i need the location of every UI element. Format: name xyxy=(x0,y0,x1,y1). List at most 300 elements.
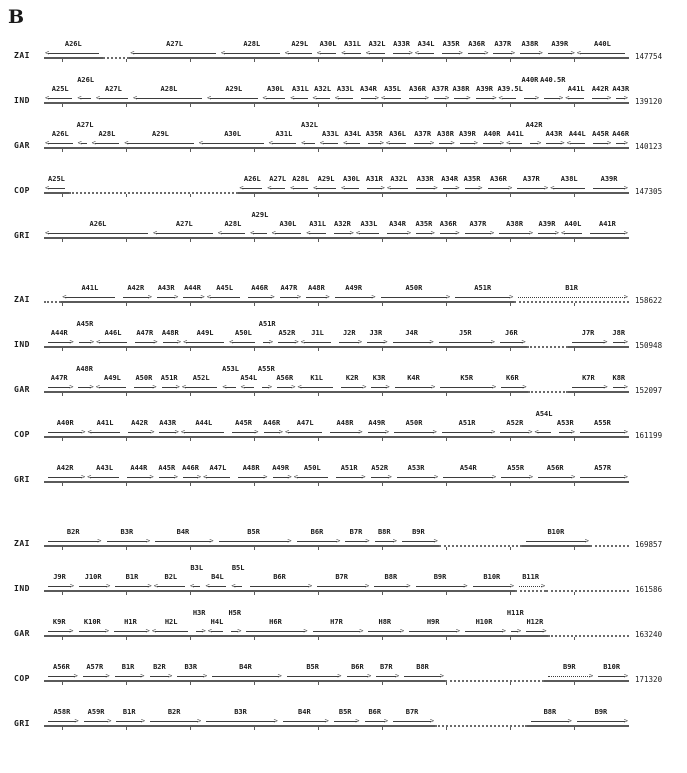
gene-a47r xyxy=(44,365,74,393)
gene-label: A35R xyxy=(463,175,481,183)
arrow-right-icon xyxy=(345,672,371,680)
gene-a29l xyxy=(206,76,262,104)
arrow-right-icon xyxy=(591,184,627,192)
track-row-ind xyxy=(4,320,685,348)
gene-label: A35R xyxy=(365,130,383,138)
arrow-right-icon xyxy=(458,139,477,147)
arrow-right-icon xyxy=(210,672,281,680)
arrow-left-icon xyxy=(291,184,310,192)
gene-label: A52R xyxy=(278,329,296,337)
arrow-right-icon xyxy=(590,94,610,102)
gene-label-raised-line xyxy=(330,211,355,220)
gene-label: A31L xyxy=(344,40,361,48)
gene-label-raised-line xyxy=(44,365,74,374)
gene-label-raised-line xyxy=(208,654,283,663)
gene-label: H8R xyxy=(378,618,392,626)
gene-label-raised-line xyxy=(284,410,326,419)
arrow-right-icon xyxy=(46,473,84,481)
gene-a54l xyxy=(240,365,258,393)
gene-label: B5R xyxy=(247,528,260,536)
gene-label xyxy=(259,329,274,338)
gene-label: J7R xyxy=(581,329,595,337)
arrow-right-icon xyxy=(262,428,282,436)
gene-a50r xyxy=(130,365,157,393)
gene-a51r xyxy=(332,455,367,483)
gene-label-raised-line xyxy=(479,121,505,130)
gene-label-raised-line: A55R xyxy=(257,365,275,373)
arrow-right-icon xyxy=(365,184,384,192)
gene-a48r xyxy=(234,455,269,483)
arrow-right-icon xyxy=(121,293,151,301)
baseline-ticks xyxy=(62,727,625,730)
end-position-number: 147754 xyxy=(635,52,663,61)
gene-label: A31L xyxy=(291,85,309,93)
baseline-ticks xyxy=(62,637,625,640)
gene-label: A44L xyxy=(195,419,213,427)
gene-h10r xyxy=(461,609,507,637)
arrow-right-icon xyxy=(486,184,512,192)
gene-label xyxy=(258,374,273,383)
strain-group-3 xyxy=(4,519,685,727)
baseline-ticks xyxy=(62,348,625,351)
gene-label-raised-line xyxy=(405,609,461,618)
gene-b9r xyxy=(573,699,629,727)
gene-b4l xyxy=(204,564,230,592)
gene-b1r xyxy=(112,699,146,727)
gene-label-raised-line xyxy=(206,76,262,85)
gene-label-raised-line xyxy=(244,275,276,284)
gene-h5r xyxy=(227,609,242,637)
genome-track xyxy=(44,654,629,682)
strain-label: COP xyxy=(14,430,30,439)
gene-label-raised-line xyxy=(204,564,230,573)
arrow-right-icon xyxy=(588,229,627,237)
gene-label: A37R xyxy=(414,130,432,138)
gene-label-raised-line xyxy=(367,365,390,374)
gene-label-raised-line xyxy=(228,320,259,329)
gene-label-raised-line xyxy=(390,410,438,419)
baseline-ticks xyxy=(62,592,625,595)
gene-label: A52L xyxy=(192,374,210,382)
arrow-left-icon xyxy=(97,383,128,391)
strain-label: GRI xyxy=(14,231,30,240)
arrow-right-icon xyxy=(46,627,73,635)
gene-label: A46R xyxy=(263,419,281,427)
gene-label: B9R xyxy=(594,708,608,716)
gene-b10r xyxy=(594,654,629,682)
gene-a31r xyxy=(363,166,386,194)
gene-a52r xyxy=(367,455,393,483)
gene-a35r xyxy=(364,121,385,149)
gene-label: A45L xyxy=(216,284,234,292)
strain-label: GRI xyxy=(14,719,30,728)
baseline-ticks xyxy=(62,438,625,441)
gene-a57r xyxy=(576,455,629,483)
gene-label-raised-line xyxy=(153,564,189,573)
gene-a38r xyxy=(495,211,534,239)
strain-label: IND xyxy=(14,96,30,105)
gene-label xyxy=(300,130,319,139)
gene-h4l xyxy=(207,609,227,637)
genome-track xyxy=(44,320,629,348)
gene-k4r xyxy=(391,365,437,393)
gene-label-raised-line xyxy=(151,609,192,618)
gene-label: B9R xyxy=(433,573,447,581)
gene-label-raised-line xyxy=(341,519,370,528)
gene-label-raised-line xyxy=(464,31,490,40)
gene-lane xyxy=(44,275,629,303)
gene-label-raised-line xyxy=(202,455,234,464)
gene-label-raised-line xyxy=(158,365,181,374)
arrow-left-icon xyxy=(125,139,196,147)
arrow-right-icon xyxy=(395,473,437,481)
arrow-left-icon xyxy=(568,139,587,147)
gene-a40l xyxy=(576,31,629,59)
gene-label: A48R xyxy=(242,464,260,472)
gene-label-raised-line xyxy=(609,320,629,329)
arrow-left-icon xyxy=(78,94,93,102)
gene-label: A45R xyxy=(158,464,176,472)
gene-label-raised-line xyxy=(389,699,435,708)
arrow-left-icon xyxy=(578,49,627,57)
gene-label-raised-line xyxy=(435,121,456,130)
arrow-right-icon xyxy=(524,537,588,545)
gene-label-raised-line xyxy=(505,121,526,130)
gene-k8r xyxy=(609,365,629,393)
gene-b2l xyxy=(153,564,189,592)
gene-a41l xyxy=(564,76,588,104)
gene-label-raised-line xyxy=(91,121,124,130)
baseline-ticks xyxy=(62,59,625,62)
gene-label: A29L xyxy=(317,175,335,183)
gene-label: A53R xyxy=(556,419,574,427)
gene-a42r xyxy=(526,121,543,149)
gene-label-raised-line xyxy=(489,31,516,40)
gene-label: A47R xyxy=(280,284,298,292)
gene-label: A28L xyxy=(243,40,261,48)
gene-label: A39R xyxy=(458,130,476,138)
arrow-left-icon xyxy=(286,49,314,57)
arrow-right-icon xyxy=(359,94,378,102)
gene-b5r xyxy=(215,519,293,547)
gene-label-raised-line xyxy=(364,121,385,130)
genome-track xyxy=(44,76,629,104)
track-row-zai xyxy=(4,519,685,547)
gene-a56r xyxy=(273,365,296,393)
arrow-left-icon xyxy=(388,184,410,192)
gene-label-raised-line xyxy=(75,609,111,618)
gene-label: A36R xyxy=(409,85,426,93)
gene-label-raised-line xyxy=(312,166,340,175)
arrow-right-icon xyxy=(570,338,607,346)
arrow-right-icon xyxy=(515,184,547,192)
arrow-right-icon xyxy=(499,383,525,391)
gene-label-raised-line xyxy=(129,31,220,40)
gene-lane xyxy=(44,211,629,239)
gene-label: A56R xyxy=(546,464,564,472)
gene-label-raised-line xyxy=(451,275,514,284)
gene-label: A32L xyxy=(368,40,386,48)
gene-label: A39R xyxy=(476,85,494,93)
gene-b5r xyxy=(330,699,361,727)
gene-label: A34L xyxy=(344,130,362,138)
arrow-right-icon xyxy=(536,473,574,481)
gene-label: A32L xyxy=(314,85,332,93)
arrow-right-icon xyxy=(441,473,495,481)
gene-h12r xyxy=(522,609,547,637)
gene-label: A53R xyxy=(407,464,425,472)
gene-label-raised-line xyxy=(461,211,496,220)
gene-a53r xyxy=(393,455,439,483)
gene-j10r xyxy=(75,564,111,592)
gene-label-raised-line xyxy=(383,211,412,220)
gene-lane xyxy=(44,320,629,348)
arrow-right-icon xyxy=(437,139,454,147)
arrow-right-icon xyxy=(304,293,329,301)
strain-group-2 xyxy=(4,275,685,483)
gene-a47l xyxy=(202,455,234,483)
arrow-right-icon xyxy=(432,94,448,102)
strain-label: GRI xyxy=(14,475,30,484)
gene-a46r xyxy=(612,121,629,149)
gene-label: A52R xyxy=(371,464,389,472)
arrow-right-icon xyxy=(285,672,341,680)
arrow-right-icon xyxy=(155,293,177,301)
gene-label: A44R xyxy=(130,464,148,472)
gene-b4r xyxy=(208,654,283,682)
arrow-left-icon xyxy=(184,338,226,346)
gene-a41l xyxy=(505,121,526,149)
end-position-number: 147305 xyxy=(635,187,663,196)
arrow-right-icon xyxy=(546,672,592,680)
gene-label: A36R xyxy=(490,175,507,183)
end-position-number: 171320 xyxy=(635,675,663,684)
gene-a28l xyxy=(217,211,249,239)
strain-track-groups xyxy=(4,31,685,727)
arrow-right-icon xyxy=(248,582,311,590)
gene-label-raised-line xyxy=(564,76,588,85)
gene-a56r xyxy=(44,654,79,682)
gene-label: B2R xyxy=(66,528,80,536)
gene-label-raised-line xyxy=(357,76,380,85)
gene-label-raised-line xyxy=(44,564,75,573)
gene-a53l xyxy=(221,365,239,393)
gene-label-raised-line xyxy=(179,455,202,464)
gene-label: A41L xyxy=(96,419,114,427)
gene-a40r xyxy=(479,121,505,149)
arrow-right-icon xyxy=(453,293,512,301)
gene-label-raised-line xyxy=(334,76,357,85)
arrow-left-icon xyxy=(291,94,309,102)
gene-label-raised-line xyxy=(44,519,103,528)
gene-a59r xyxy=(80,699,113,727)
gene-label-raised-line xyxy=(262,76,290,85)
gene-label-raised-line xyxy=(363,320,389,329)
arrow-right-icon xyxy=(463,229,494,237)
genome-track xyxy=(44,211,629,239)
gene-lane xyxy=(44,76,629,104)
arrow-left-icon xyxy=(318,49,339,57)
gene-label: A56R xyxy=(52,663,70,671)
gene-label: A28L xyxy=(292,175,310,183)
arrow-left-icon xyxy=(387,139,408,147)
track-row-gar xyxy=(4,365,685,393)
gene-a31l xyxy=(340,31,365,59)
gene-label: K5R xyxy=(460,374,474,382)
arrow-right-icon xyxy=(113,582,150,590)
arrow-right-icon xyxy=(148,717,200,725)
gene-label-raised-line xyxy=(497,455,534,464)
gene-label: J3R xyxy=(369,329,383,337)
gene-a51r xyxy=(451,275,514,303)
track-row-zai xyxy=(4,275,685,303)
gene-label-raised-line: A45R xyxy=(76,320,94,328)
gene-label: B4R xyxy=(176,528,190,536)
gene-label-raised-line xyxy=(589,166,629,175)
gene-label-raised-line xyxy=(319,121,342,130)
arrow-right-icon xyxy=(339,383,365,391)
gene-label: A49R xyxy=(272,464,290,472)
arrow-left-icon xyxy=(232,582,244,590)
gene-a26l xyxy=(44,121,77,149)
gene-a38r xyxy=(435,121,456,149)
gene-a43l xyxy=(86,455,123,483)
gene-label-raised-line xyxy=(377,275,452,284)
gene-label: A48R xyxy=(307,284,325,292)
gene-label: A45R xyxy=(592,130,609,138)
arrow-right-icon xyxy=(328,428,361,436)
gene-label-raised-line xyxy=(364,410,391,419)
gene-label-raised-line xyxy=(498,76,520,85)
gene-a37r xyxy=(513,166,549,194)
gene-label: A41R xyxy=(599,220,616,228)
gene-label-raised-line xyxy=(268,121,301,130)
gene-label: A38R xyxy=(521,40,539,48)
gene-label-raised-line xyxy=(514,275,629,284)
gene-k2r xyxy=(337,365,367,393)
gene-label-raised-line xyxy=(279,699,330,708)
arrow-right-icon xyxy=(153,537,212,545)
gene-label: B3R xyxy=(234,708,247,716)
arrow-left-icon xyxy=(314,94,332,102)
gene-label: A33L xyxy=(322,130,339,138)
gene-label: A57R xyxy=(594,464,612,472)
gene-b1r xyxy=(514,275,629,303)
arrow-right-icon xyxy=(528,139,541,147)
gene-label-raised-line xyxy=(44,166,69,175)
gene-label: A27L xyxy=(175,220,193,228)
gene-lane xyxy=(44,121,629,149)
gene-label: A26L xyxy=(89,220,107,228)
gene-label-raised-line xyxy=(435,320,496,329)
gene-label-raised-line xyxy=(80,699,113,708)
arrow-right-icon xyxy=(498,428,531,436)
gene-label-raised-line xyxy=(123,121,198,130)
gene-label: J9R xyxy=(53,573,66,581)
arrow-right-icon xyxy=(133,338,157,346)
gene-label-raised-line xyxy=(302,275,331,284)
gene-label xyxy=(192,618,207,627)
arrow-left-icon xyxy=(507,139,524,147)
gene-label-raised-line xyxy=(461,609,507,618)
genome-track xyxy=(44,166,629,194)
gene-label-raised-line xyxy=(284,31,316,40)
arrow-right-icon xyxy=(463,184,482,192)
gene-label: H7R xyxy=(330,618,343,626)
gene-a47l xyxy=(284,410,326,438)
gene-label: A43R xyxy=(159,419,177,427)
gene-label-raised-line xyxy=(260,410,284,419)
gene-a39.5l xyxy=(497,76,523,104)
gene-label: A29L xyxy=(291,40,309,48)
arrow-left-icon xyxy=(131,49,218,57)
arrow-left-icon xyxy=(200,139,266,147)
gene-label: A52R xyxy=(506,419,524,427)
gene-label-raised-line: H5R xyxy=(228,609,242,617)
gene-lane xyxy=(44,609,629,637)
gene-label-raised-line xyxy=(283,654,343,663)
gene-label-raised-line: A29L xyxy=(251,211,269,219)
gene-label: A46L xyxy=(104,329,122,337)
arrow-right-icon xyxy=(113,672,144,680)
gene-label: A46R xyxy=(251,284,269,292)
gene-label: A31L xyxy=(275,130,293,138)
gene-label-raised-line xyxy=(330,699,361,708)
arrow-right-icon xyxy=(437,338,494,346)
arrow-right-icon xyxy=(414,582,467,590)
gene-k1l xyxy=(296,365,337,393)
gene-a43r xyxy=(542,121,565,149)
gene-label-raised-line: B5L xyxy=(231,564,245,572)
arrow-right-icon xyxy=(160,383,179,391)
gene-label: A34R xyxy=(360,85,377,93)
gene-label-raised-line: A26L xyxy=(77,76,95,84)
gene-label xyxy=(75,329,95,338)
gene-label-raised-line xyxy=(182,320,228,329)
arrow-right-icon xyxy=(438,229,459,237)
arrow-left-icon xyxy=(264,94,288,102)
gene-label-raised-line xyxy=(340,31,365,40)
gene-label-raised-line xyxy=(335,320,363,329)
gene-label-raised-line xyxy=(316,31,341,40)
strain-label: ZAI xyxy=(14,295,30,304)
arrow-right-icon xyxy=(614,94,627,102)
arrow-right-icon xyxy=(125,473,153,481)
arrow-right-icon xyxy=(440,49,462,57)
gene-label-raised-line xyxy=(513,166,549,175)
arrow-left-icon xyxy=(268,184,287,192)
gene-label: B6R xyxy=(310,528,324,536)
end-position-number: 161199 xyxy=(635,431,663,440)
arrow-right-icon xyxy=(557,428,574,436)
gene-label: B1R xyxy=(122,708,136,716)
gene-label-raised-line xyxy=(367,455,393,464)
gene-label: B7R xyxy=(349,528,363,536)
arrow-right-icon xyxy=(366,139,383,147)
gene-label-raised-line: A32L xyxy=(301,121,318,129)
gene-label: B6R xyxy=(368,708,382,716)
gene-label: A34R xyxy=(389,220,406,228)
arrow-left-icon xyxy=(307,229,328,237)
gene-label: A39R xyxy=(551,40,569,48)
arrow-right-icon xyxy=(181,473,200,481)
gene-a35r xyxy=(412,211,436,239)
gene-label-raised-line xyxy=(44,654,79,663)
arrow-right-icon xyxy=(77,338,93,346)
arrow-right-icon xyxy=(46,717,78,725)
gene-a38r xyxy=(450,76,471,104)
gene-label-raised-line xyxy=(217,211,249,220)
